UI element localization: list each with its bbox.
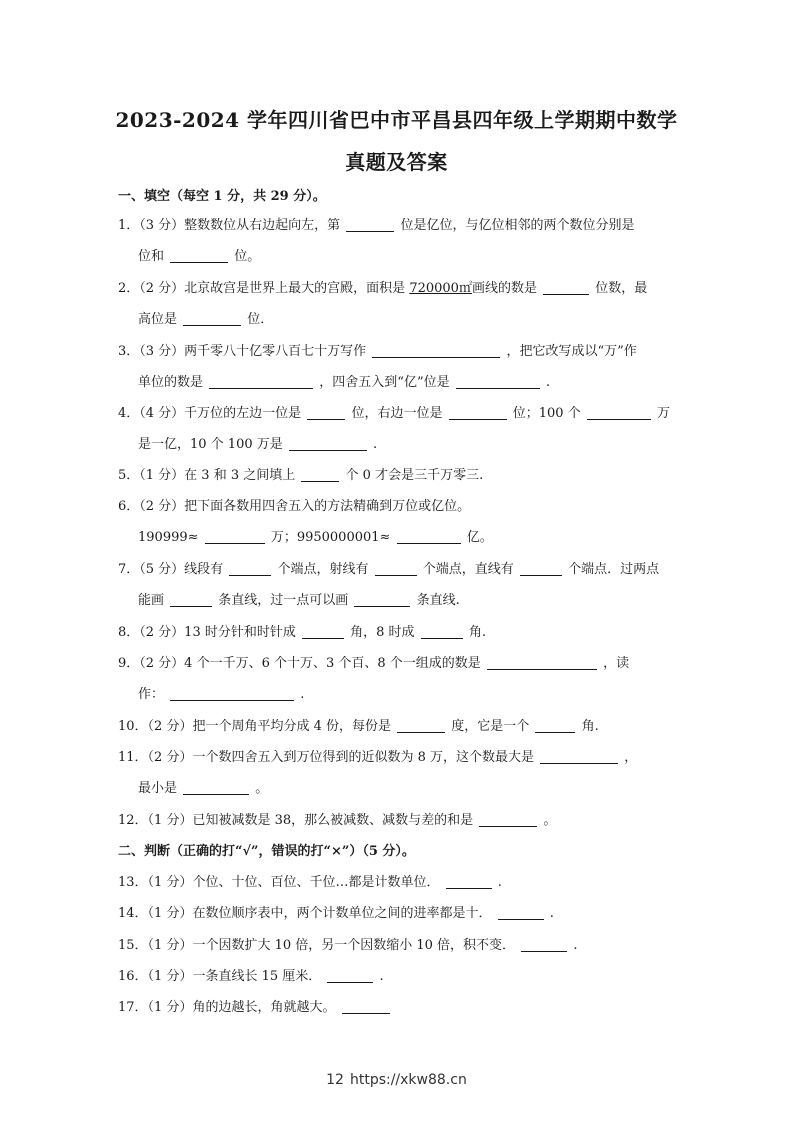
q6-text-a: 6．（2 分）把下面各数用四舍五入的方法精确到万位或亿位。 [118,499,471,514]
q11-text-a: 11．（2 分）一个数四舍五入到万位得到的近似数为 8 万，这个数最大是 [118,750,534,765]
answer-blank[interactable] [498,905,544,920]
answer-blank[interactable] [397,529,461,544]
q2-underlined-number: 720000㎡ [409,281,472,296]
answer-blank[interactable] [520,561,562,576]
answer-blank[interactable] [183,311,241,326]
q7-text-g: 条直线. [416,593,460,608]
q15-text-a: 15．（1 分）一个因数扩大 10 倍，另一个因数缩小 10 倍，积不变． [118,938,516,953]
question-16 [118,968,384,986]
answer-blank[interactable] [372,343,500,358]
q17-text-a: 17．（1 分）角的边越长，角就越大。 [118,1000,336,1015]
q3-text-b: ，把它改写成以“万”作 [506,344,637,359]
q2-text-a: 2．（2 分）北京故宫是世界上最大的宫殿，面积是 [118,281,406,296]
document-title-line-2: 真题及答案 [345,150,448,174]
q2-text-e: 位． [247,312,274,327]
question-11-continued [138,780,268,798]
answer-blank[interactable] [521,937,567,952]
page-number: 12 [326,1072,344,1088]
answer-blank[interactable] [456,374,540,389]
answer-blank[interactable] [375,561,417,576]
answer-blank[interactable] [342,999,390,1014]
q4-text-c: 位；100 个 [512,406,581,421]
q7-text-f: 条直线，过一点可以画 [218,593,349,608]
answer-blank[interactable] [543,280,589,295]
answer-blank[interactable] [209,374,313,389]
answer-blank[interactable] [205,529,265,544]
q3-text-d: ，四舍五入到“亿”位是 [319,375,450,390]
question-14 [118,905,554,923]
answer-blank[interactable] [307,405,345,420]
q9-text-d: . [300,687,305,702]
q7-text-e: 能画 [138,593,165,608]
q3-text-c: 单位的数是 [138,375,204,390]
answer-blank[interactable] [479,812,537,827]
answer-blank[interactable] [302,624,344,639]
q13-text-b: . [497,875,502,890]
page-footer [0,1072,793,1088]
answer-blank[interactable] [354,592,410,607]
q10-text-b: 度，它是一个 [451,719,530,734]
question-13 [118,874,502,892]
q7-text-d: 个端点．过两点 [568,562,660,577]
question-5 [118,467,483,485]
question-1-continued [138,248,260,266]
answer-blank[interactable] [183,780,249,795]
answer-blank[interactable] [397,718,445,733]
question-10 [118,718,599,736]
q3-text-e: . [545,375,551,390]
question-15 [118,937,577,955]
q1-text-d: 位。 [234,249,261,264]
answer-blank[interactable] [587,405,651,420]
question-3 [118,343,637,361]
q9-text-b: ，读 [603,656,630,671]
question-3-continued [138,374,550,392]
answer-blank[interactable] [446,874,492,889]
answer-blank[interactable] [327,968,373,983]
question-4-continued [138,436,377,454]
q6-text-c: 万；9950000001≈ [270,530,391,545]
answer-blank[interactable] [449,405,507,420]
q16-text-a: 16．（1 分）一条直线长 15 厘米． [118,969,322,984]
q14-text-a: 14．（1 分）在数位顺序表中，两个计数单位之间的进率都是十． [118,906,492,921]
answer-blank[interactable] [487,655,597,670]
q12-text-b: 。 [543,813,557,828]
question-17 [118,999,392,1017]
section-heading-true-false: 二、判断（正确的打“√”，错误的打“×”）（5 分）。 [118,844,415,859]
q2-text-c: 位数，最 [595,281,648,296]
q9-text-a: 9．（2 分）4 个一千万、6 个十万、3 个百、8 个一组成的数是 [118,656,481,671]
q10-text-a: 10．（2 分）把一个周角平均分成 4 份，每份是 [118,719,391,734]
q7-text-a: 7．（5 分）线段有 [118,562,224,577]
q12-text-a: 12．（1 分）已知被减数是 38，那么被减数、减数与差的和是 [118,813,474,828]
answer-blank[interactable] [540,749,618,764]
question-9 [118,655,629,673]
question-6-continued [138,529,493,547]
q2-text-d: 高位是 [138,312,178,327]
q14-text-b: . [549,906,554,921]
q8-text-a: 8．（2 分）13 时分针和时针成 [118,625,296,640]
q4-text-b: 位，右边一位是 [351,406,443,421]
q7-text-c: 个端点，直线有 [422,562,514,577]
document-title-line-1: 2023-2024 学年四川省巴中市平昌县四年级上学期期中数学 [115,108,678,132]
q6-text-b: 190999≈ [138,530,199,545]
q1-text-b: 位是亿位，与亿位相邻的两个数位分别是 [400,218,635,233]
answer-blank[interactable] [229,561,271,576]
q15-text-b: . [573,938,578,953]
q13-text-a: 13．（1 分）个位、十位、百位、千位…都是计数单位． [118,875,440,890]
question-8 [118,624,486,642]
section-heading-fill-in: 一、填空（每空 1 分，共 29 分）。 [118,189,326,204]
q9-text-c: 作： [138,687,165,702]
question-7 [118,561,659,579]
question-7-continued [138,592,460,610]
question-6 [118,498,470,516]
q11-text-c: 最小是 [138,781,178,796]
q8-text-c: 角. [468,625,486,640]
question-11 [118,749,637,767]
q7-text-b: 个端点，射线有 [277,562,369,577]
q5-text-a: 5．（1 分）在 3 和 3 之间填上 [118,468,296,483]
q3-text-a: 3．（3 分）两千零八十亿零八百七十万写作 [118,344,367,359]
answer-blank[interactable] [289,436,367,451]
question-2 [118,280,647,298]
q1-text-c: 位和 [138,249,165,264]
q1-text-a: 1．（3 分）整数数位从右边起向左，第 [118,218,341,233]
q11-text-d: 。 [255,781,269,796]
question-2-continued [138,311,273,329]
q8-text-b: 角，8 时成 [350,625,415,640]
q4-text-f: . [373,437,378,452]
question-4 [118,405,670,423]
q5-text-b: 个 0 才会是三千万零三. [345,468,484,483]
q4-text-a: 4．（4 分）千万位的左边一位是 [118,406,302,421]
question-9-continued [138,686,304,704]
q6-text-d: 亿。 [466,530,493,545]
q4-text-d: 万 [657,406,671,421]
answer-blank[interactable] [535,718,575,733]
q4-text-e: 是一亿，10 个 100 万是 [138,437,283,452]
answer-blank[interactable] [346,217,394,232]
question-12 [118,812,556,830]
footer-url[interactable]: https://xkw88.cn [349,1072,467,1088]
answer-blank[interactable] [170,248,228,263]
q2-text-b: 画线的数是 [471,281,537,296]
answer-blank[interactable] [421,624,463,639]
q16-text-b: . [379,969,384,984]
question-1 [118,217,634,235]
answer-blank[interactable] [170,686,294,701]
q11-text-b: ， [624,750,638,765]
answer-blank[interactable] [301,467,339,482]
q10-text-c: 角. [581,719,599,734]
answer-blank[interactable] [170,592,212,607]
